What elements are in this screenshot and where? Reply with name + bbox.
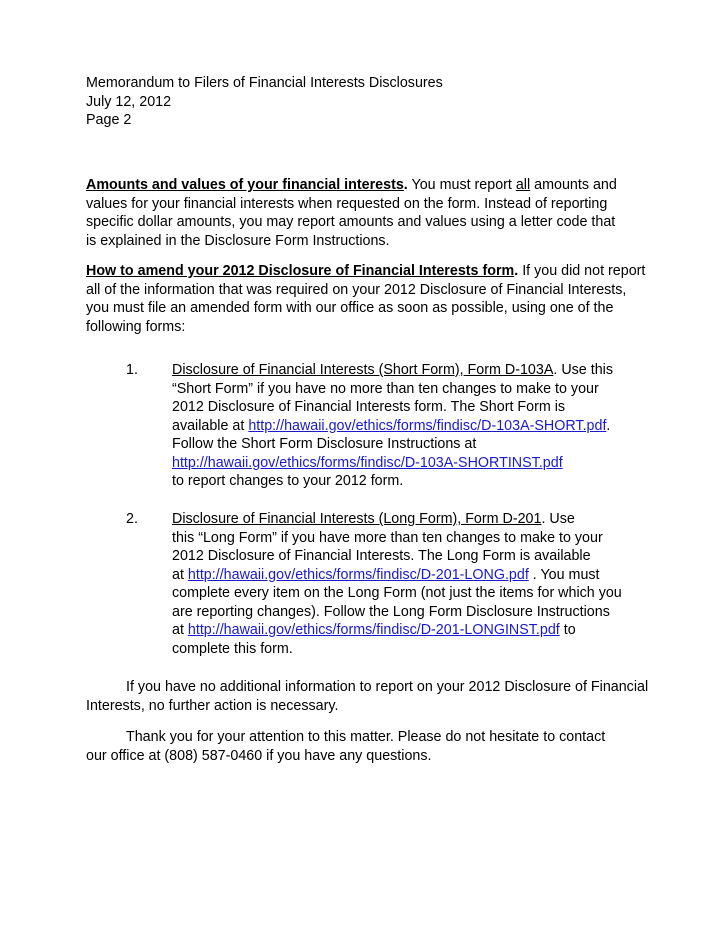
all-emphasis: all [515,177,531,193]
closing-paragraph: If you have no additional information to report on your 2012 Disclosure of Financial Interests, no further action is necessary. [86,679,649,714]
short-form-instructions-link[interactable]: http://hawaii.gov/ethics/forms/findisc/D-103A-SHORTINST.pdf [172,454,563,471]
short-form-title: Disclosure of Financial Interests (Short Form), Form D-103A [172,362,554,378]
page-number: Page 2 [86,112,132,128]
item-body: Disclosure of Financial Interests (Long Form), Form D-201. Use this “Long Form” if you have more than ten changes to make to your 2012 Disclosure of Financial Interests. The Long Form is available at http://hawaii.gov/ethics/forms/findisc/D-201-LONG.pdf . You must complete every item on the Long Form (not just the items for which you are reporting changes). Follow the Long Form Disclosure Instructions at http://hawaii.gov/ethics/forms/findisc/D-201-LONGINST.pdf to complete this form. [172,511,622,657]
long-form-link[interactable]: http://hawaii.gov/ethics/forms/findisc/D-201-LONG.pdf [187,566,529,583]
long-form-instructions-link[interactable]: http://hawaii.gov/ethics/forms/findisc/D-201-LONGINST.pdf [187,622,560,638]
long-form-title: Disclosure of Financial Interests (Long Form), Form D-201 [172,511,542,527]
amounts-heading: Amounts and values of your financial interests [86,177,404,193]
memo-date: July 12, 2012 [86,93,172,110]
memo-header [86,74,666,130]
amend-heading: How to amend your 2012 Disclosure of Financial Interests form [86,263,515,279]
item-number: 2. [126,511,138,527]
short-form-link[interactable]: http://hawaii.gov/ethics/forms/findisc/D-103A-SHORT.pdf [248,417,607,434]
amend-paragraph: How to amend your 2012 Disclosure of Financial Interests form. If you did not report all of the information that was required on your 2012 Disclosure of Financial Interests, you must file an amended form with our office as soon as possible, using one of the following forms: [86,263,646,335]
item-number: 1. [126,362,138,378]
thank-you-paragraph: Thank you for your attention to this matter. Please do not hesitate to contact our office at (808) 587-0460 if you have any questions. [86,729,606,764]
memo-title: Memorandum to Filers of Financial Interests Disclosures [86,75,443,91]
item-body: Disclosure of Financial Interests (Short Form), Form D-103A. Use this “Short Form” if you have no more than ten changes to make to your 2012 Disclosure of Financial Interests form. The Short Form is available at http://hawaii.gov/ethics/forms/findisc/D-103A-SHORT.pdf. Follow the Short Form Disclosure Instructions at http://hawaii.gov/ethics/forms/findisc/D-103A-SHORTINST.pdf to report changes to your 2012 form. [172,362,613,489]
amounts-paragraph: Amounts and values of your financial interests. You must report all amounts and values for your financial interests when requested on the form. Instead of reporting specific dollar amounts, you may report amounts and values using a letter code that is explained in the Disclosure Form Instructions. [86,177,617,249]
